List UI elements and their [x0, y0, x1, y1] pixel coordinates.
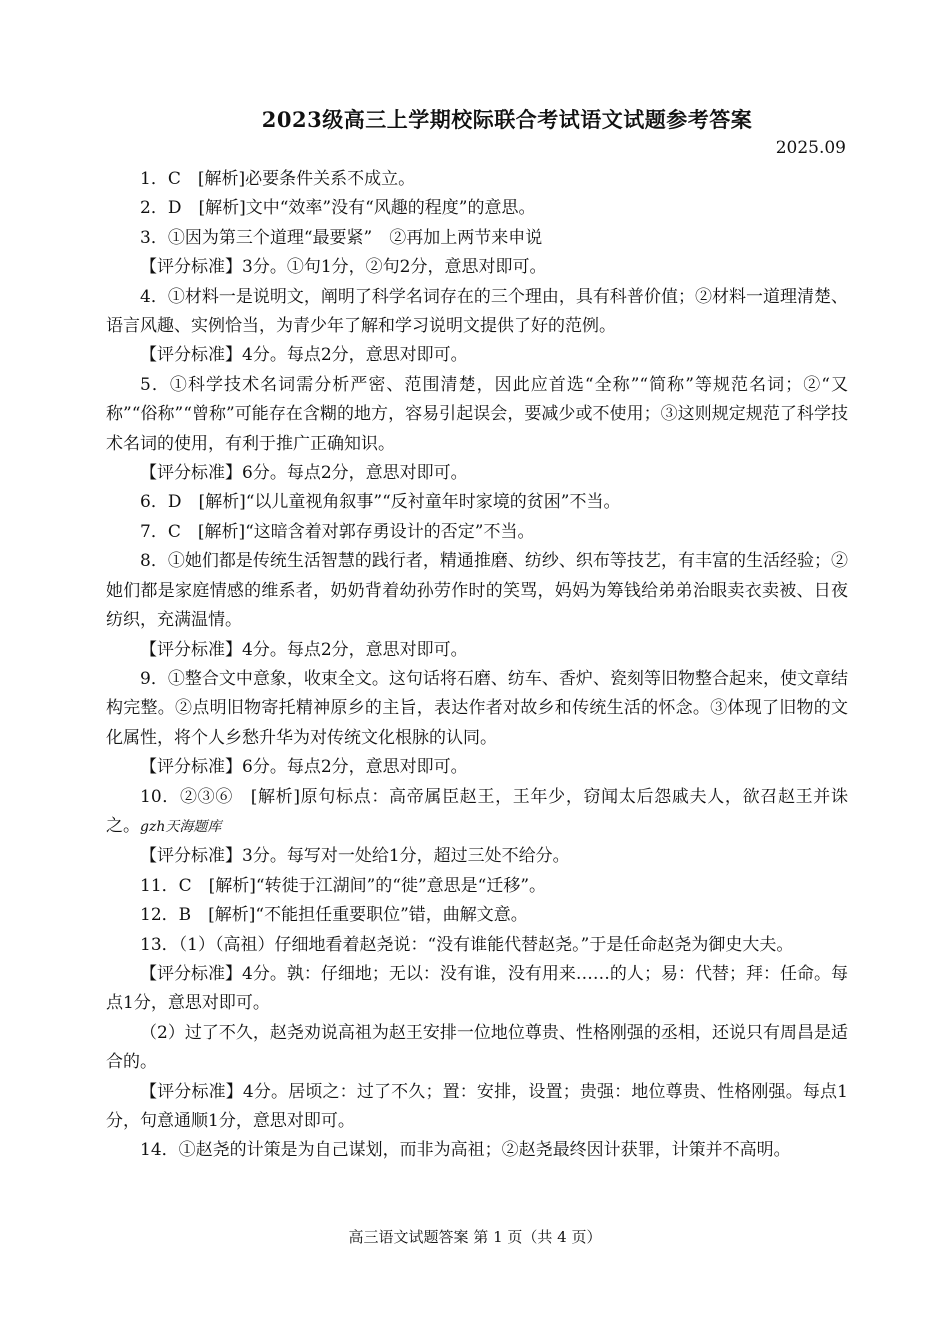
answer-2: 2．D [解析]文中“效率”没有“风趣的程度”的意思。	[140, 198, 536, 219]
answer-9: 9．①整合文中意象，收束全文。这句话将石磨、纺车、香炉、瓷刻等旧物整合起来，使文章结构完整。②点明旧物寄托精神原乡的主旨，表达作者对故乡和传统生活的怀念。③体现了旧物的文化属性，将个人乡愁升华为对传统文化根脉的认同。	[106, 668, 848, 748]
answer-11: 11．C [解析]“转徙于江湖间”的“徙”意思是“迁移”。	[140, 875, 547, 896]
scoring-13-1: 【评分标准】4分。孰：仔细地；无以：没有谁，没有用来……的人；易：代替；拜：任命。每点1分，意思对即可。	[106, 963, 848, 1014]
answer-7: 7．C [解析]“这暗含着对郭存勇设计的否定”不当。	[140, 521, 535, 542]
answer-13-1: 13．（1）（高祖）仔细地看着赵尧说：“没有谁能代替赵尧。”于是任命赵尧为御史大夫。	[140, 934, 794, 955]
answer-3: 3．①因为第三个道理“最要紧” ②再加上两节来申说	[140, 227, 543, 248]
answer-6: 6．D [解析]“以儿童视角叙事”“反衬童年时家境的贫困”不当。	[140, 492, 621, 513]
page-title: 2023级高三上学期校际联合考试语文试题参考答案	[261, 107, 753, 132]
answer-12: 12．B [解析]“不能担任重要职位”错，曲解文意。	[140, 905, 528, 926]
scoring-10: 【评分标准】3分。每写对一处给1分，超过三处不给分。	[140, 846, 570, 867]
answer-1: 1．C [解析]必要条件关系不成立。	[140, 169, 416, 189]
scoring-9: 【评分标准】6分。每点2分，意思对即可。	[140, 757, 468, 778]
scoring-13-2: 【评分标准】4分。居顷之：过了不久；置：安排，设置；贵强：地位尊贵、性格刚强。每点1分，句意通顺1分，意思对即可。	[106, 1081, 848, 1131]
scoring-4: 【评分标准】4分。每点2分，意思对即可。	[140, 345, 468, 366]
scoring-3: 【评分标准】3分。①句1分，②句2分，意思对即可。	[140, 257, 547, 278]
answer-content	[106, 165, 848, 1166]
answer-10	[106, 783, 848, 843]
answer-5: 5．①科学技术名词需分析严密、范围清楚，因此应首选“全称”“简称”等规范名词；②“又称”“俗称”“曾称”可能存在含糊的地方，容易引起误会，要减少或不使用；③这则规定规范了科学技术名词的使用，有利于推广正确知识。	[106, 374, 848, 454]
exam-date: 2025.09	[775, 138, 846, 158]
scoring-5: 【评分标准】6分。每点2分，意思对即可。	[140, 463, 468, 484]
scoring-8: 【评分标准】4分。每点2分，意思对即可。	[140, 639, 468, 660]
page-footer: 高三语文试题答案 第 1 页（共 4 页）	[348, 1228, 602, 1246]
watermark-text: gzh天海题库	[140, 818, 222, 835]
answer-4: 4．①材料一是说明文，阐明了科学名词存在的三个理由，具有科普价值；②材料一道理清楚、语言风趣、实例恰当，为青少年了解和学习说明文提供了好的范例。	[106, 286, 848, 337]
answer-13-2: （2）过了不久，赵尧劝说高祖为赵王安排一位地位尊贵、性格刚强的丞相，还说只有周昌是适合的。	[106, 1022, 848, 1073]
answer-14: 14．①赵尧的计策是为自己谋划，而非为高祖；②赵尧最终因计获罪，计策并不高明。	[140, 1140, 791, 1161]
answer-10-text: 10．②③⑥ [解析]原句标点：高帝属臣赵王，王年少，窃闻太后怨戚夫人，欲召赵王并诛之。	[106, 786, 848, 836]
answer-8: 8．①她们都是传统生活智慧的践行者，精通推磨、纺纱、织布等技艺，有丰富的生活经验；②她们都是家庭情感的维系者，奶奶背着幼孙劳作时的笑骂，妈妈为筹钱给弟弟治眼卖衣卖被、日夜纺织，充满温情。	[106, 551, 848, 631]
